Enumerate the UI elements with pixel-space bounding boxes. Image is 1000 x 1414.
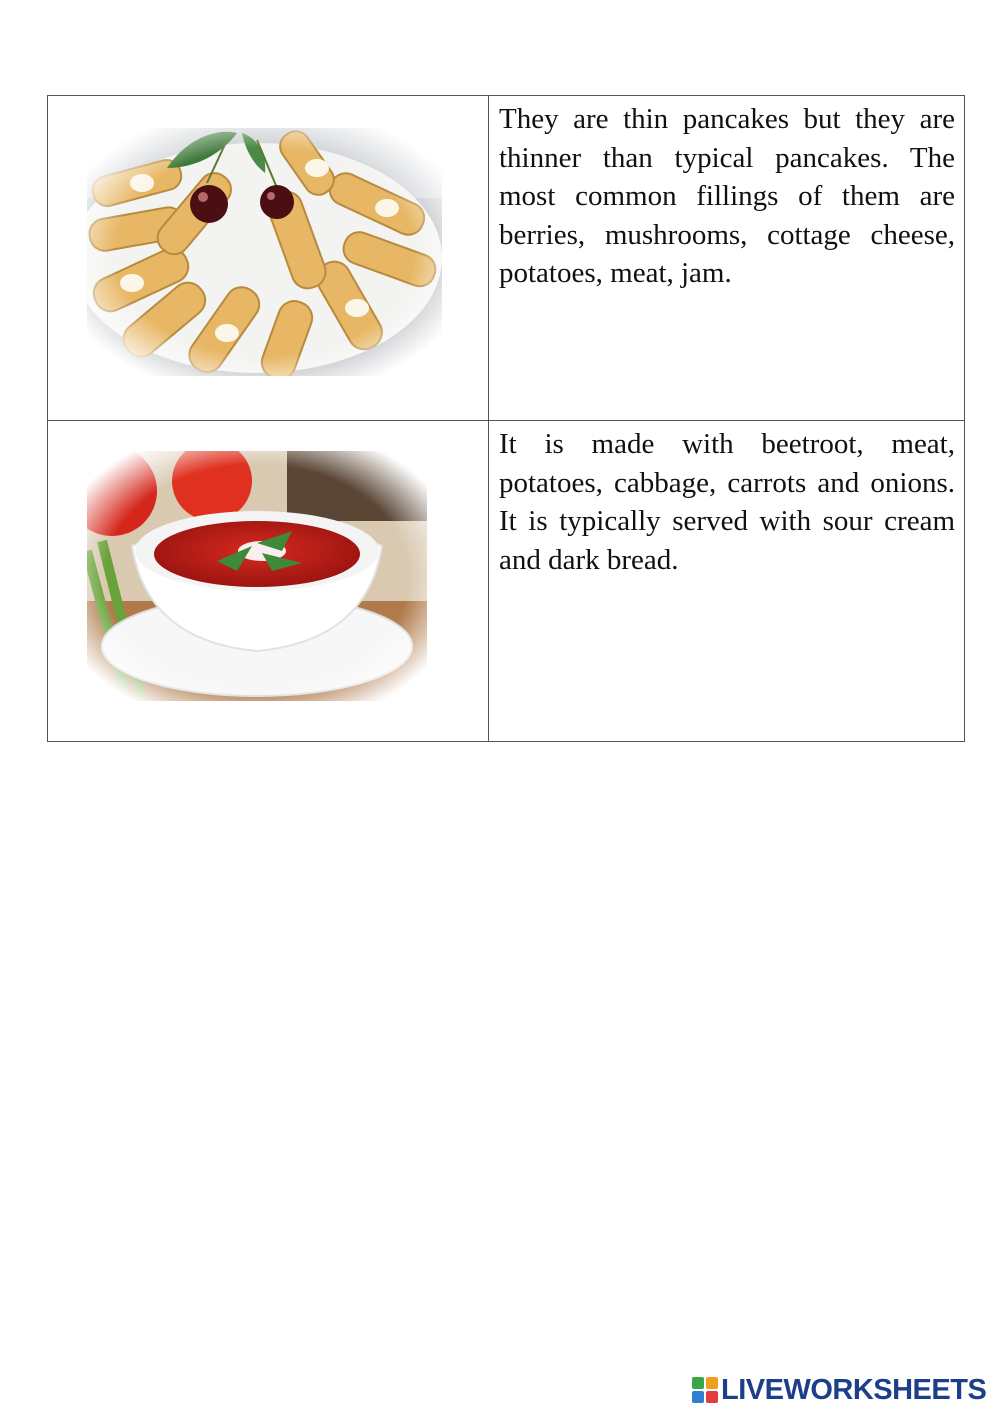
table-row xyxy=(48,421,965,742)
liveworksheets-logo xyxy=(692,1372,986,1408)
table-row xyxy=(48,96,965,421)
borscht-description: It is made with beetroot, meat, potatoes, cabbage, carrots and onions. It is typically served with sour cream and dark bread. xyxy=(499,428,955,576)
description-cell-blini xyxy=(489,96,965,421)
liveworksheets-icon xyxy=(692,1377,718,1403)
blini-description: They are thin pancakes but they are thinner than typical pancakes. The most common fillings of them are berries, mushrooms, cottage cheese, potatoes, meat, jam. xyxy=(499,103,955,290)
image-cell-borscht xyxy=(48,421,489,742)
blini-photo xyxy=(87,128,442,376)
food-description-table xyxy=(47,95,965,742)
borscht-photo xyxy=(87,451,427,701)
image-cell-blini xyxy=(48,96,489,421)
description-cell-borscht xyxy=(489,421,965,742)
brand-name: LIVEWORKSHEETS xyxy=(721,1373,987,1406)
